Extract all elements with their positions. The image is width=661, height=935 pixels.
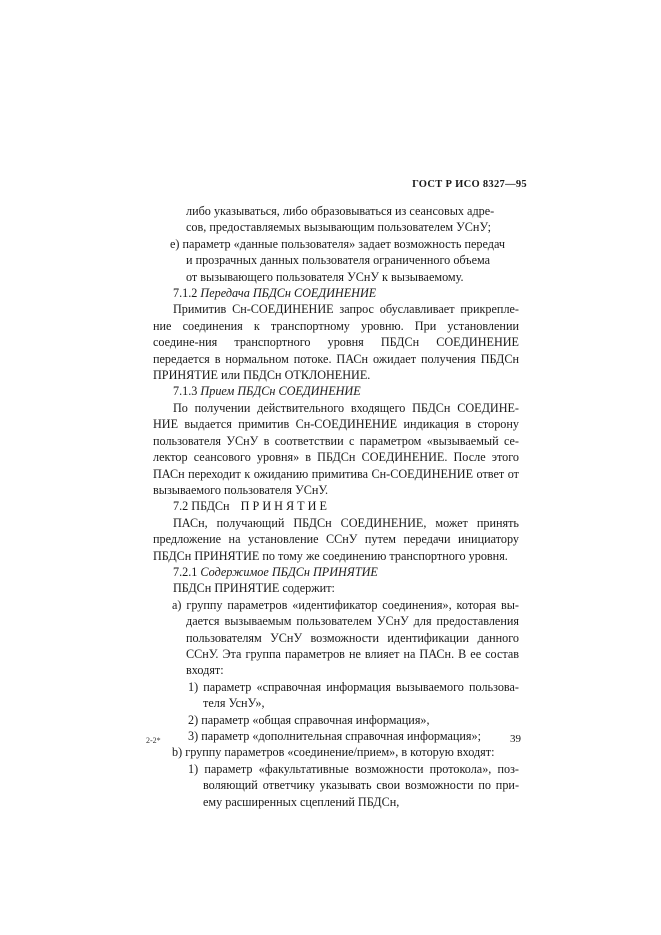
section-title: П Р И Н Я Т И Е [240,499,327,514]
section-number: 7.2 ПБДСн [173,499,230,514]
list-item-a: а) группу параметров «идентификатор соединения», которая вы-дается вызываемым пользователем УСнУ для предоставления пользователям УСнУ возможности идентификации данного ССнУ. Эта группа параметров не влияет на ПАСн. В ее состав входят: [172,597,519,678]
sub-item: 3) параметр «дополнительная справочная информация»; [188,729,482,743]
section-heading [153,498,519,514]
section-heading [153,285,519,301]
paragraph: Примитив Сн-СОЕДИНЕНИЕ запрос обуславливает прикрепле-ние соединения к транспортному уровню. При установлении соедине-ния транспортного уровня ПБДСн СОЕДИНЕНИЕ передается в нормальном потоке. ПАСн ожидает получения ПБДСн ПРИНЯТИЕ или ПБДСн ОТКЛОНЕНИЕ. [153,302,519,383]
sub-item: 2) параметр «общая справочная информация», [188,712,430,727]
sub-item: 1) параметр «справочная информация вызываемого пользова-теля УснУ», [188,679,519,711]
section-number: 7.1.3 [173,384,198,399]
paragraph: ПАСн, получающий ПБДСн СОЕДИНЕНИЕ, может принять предложение на установление ССнУ путем передачи инициатору ПБДСн ПРИНЯТИЕ по тому же соединению транспортного уровня. [153,515,519,563]
section-number: 7.2.1 [173,564,198,579]
text-line: либо указываться, либо образовываться из сеансовых адре- [186,204,495,218]
list-item-b: b) группу параметров «соединение/прием», в которую входят: [172,745,495,760]
section-heading [153,564,519,580]
section-title: Содержимое ПБДСн ПРИНЯТИЕ [200,564,378,579]
page-body [153,203,519,810]
page-header: ГОСТ Р ИСО 8327—95 [412,179,527,190]
text-line: сов, предоставляемых вызывающим пользователем УСнУ; [186,220,491,235]
footer-signature: 2-2* [146,736,161,745]
section-title: Передача ПБДСн СОЕДИНЕНИЕ [200,286,377,301]
list-item-e: е) параметр «данные пользователя» задает возможность передач [170,236,505,251]
text-line: и прозрачных данных пользователя ограниченного объема [186,253,491,268]
page-number: 39 [510,733,521,745]
paragraph: По получении действительного входящего ПБДСн СОЕДИНЕ-НИЕ выдается примитив Сн-СОЕДИНЕНИЕ индикация в сторону пользователя УСнУ в соответствии с параметром «вызываемый се-лектор сеансового уровня» в ПБДСн СОЕДИНЕНИЕ. После этого ПАСн переходит к ожиданию примитива Сн-СОЕДИНЕНИЕ ответ от вызываемого пользователя УСнУ. [153,400,519,497]
section-number: 7.1.2 [173,286,198,301]
section-title: Прием ПБДСн СОЕДИНЕНИЕ [200,384,361,399]
paragraph: ПБДСн ПРИНЯТИЕ содержит: [173,581,335,596]
sub-item: 1) параметр «факультативные возможности протокола», поз-воляющий ответчику указывать свои возможности по при-ему расширенных сцеплений ПБДСн, [188,761,519,809]
section-heading [153,383,519,399]
text-line: от вызывающего пользователя УСнУ к вызываемому. [186,269,464,284]
